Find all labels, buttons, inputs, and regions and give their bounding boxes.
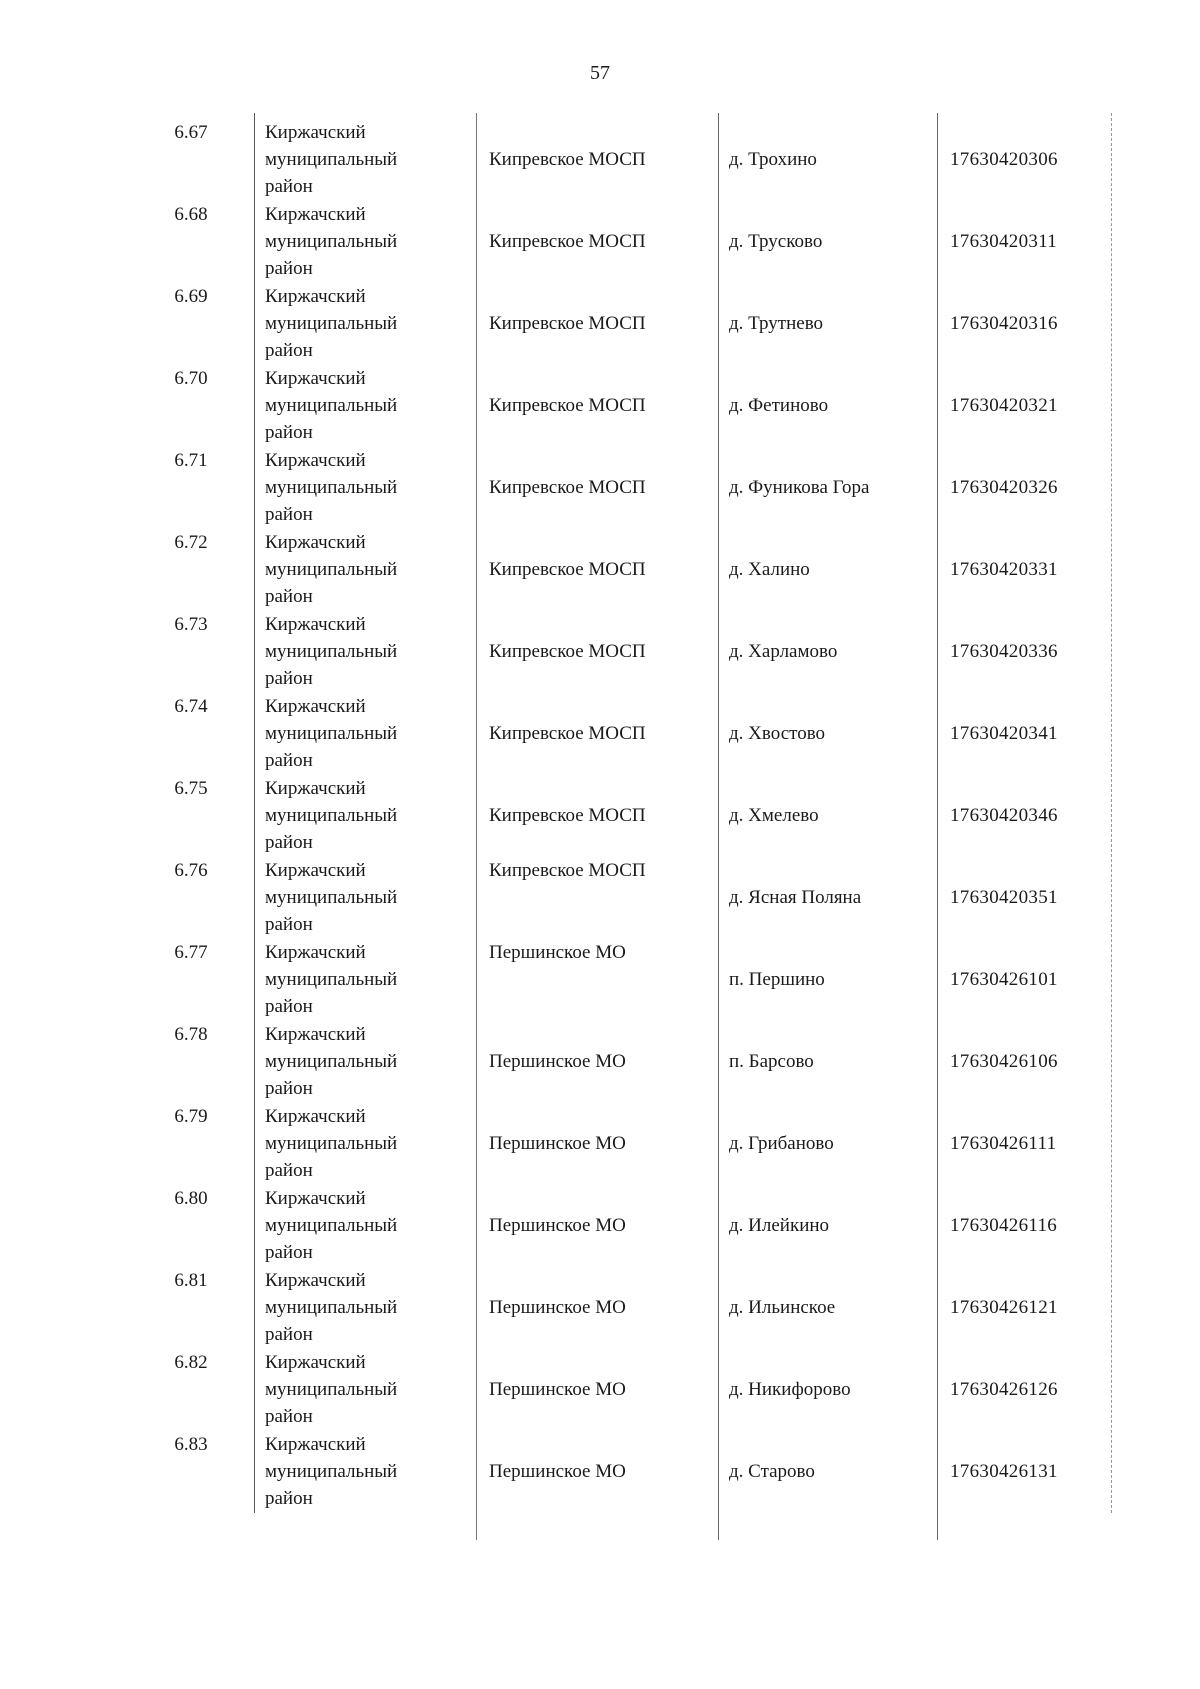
table-row (150, 1425, 1120, 1507)
municipality-cell: Першинское МО (476, 1343, 719, 1458)
locality-cell: д. Старово (718, 1425, 954, 1540)
settlements-table (150, 113, 1120, 1507)
municipality-cell: Кипревское МОСП (476, 523, 719, 638)
row-number: 6.73 (174, 614, 208, 635)
oktmo-code-cell: 17630426116 (937, 1179, 1120, 1294)
row-number: 6.77 (174, 942, 208, 963)
district-cell (254, 933, 475, 1021)
table-row (150, 359, 1120, 441)
district-line: муниципальный (265, 559, 398, 580)
table-row (150, 523, 1120, 605)
district-line: Киржачский (265, 942, 366, 963)
oktmo-code-cell: 17630420341 (937, 687, 1120, 802)
district-line: Киржачский (265, 1024, 366, 1045)
district-line: район (265, 258, 313, 279)
oktmo-code-cell: 17630420331 (937, 523, 1120, 638)
municipality-cell: Кипревское МОСП (476, 441, 719, 556)
district-line: Киржачский (265, 286, 366, 307)
district-line: Киржачский (265, 532, 366, 553)
row-number: 6.67 (174, 122, 208, 143)
oktmo-code-cell: 17630426111 (937, 1097, 1120, 1212)
row-number: 6.69 (174, 286, 208, 307)
oktmo-code-cell: 17630420346 (937, 769, 1120, 884)
municipality-cell: Першинское МО (476, 1261, 719, 1376)
locality-cell: д. Никифорово (718, 1343, 954, 1458)
district-line: Киржачский (265, 368, 366, 389)
oktmo-code-cell: 17630426101 (937, 933, 1120, 1048)
oktmo-code-cell: 17630426131 (937, 1425, 1120, 1540)
row-number: 6.70 (174, 368, 208, 389)
locality-cell: д. Трохино (718, 113, 954, 228)
locality-cell: п. Першино (718, 933, 954, 1048)
district-cell (254, 1261, 475, 1349)
locality-cell: д. Халино (718, 523, 954, 638)
district-line: район (265, 914, 313, 935)
table-row (150, 195, 1120, 277)
district-line: муниципальный (265, 149, 398, 170)
page-number: 57 (590, 62, 610, 84)
municipality-cell: Кипревское МОСП (476, 359, 719, 474)
district-line: муниципальный (265, 231, 398, 252)
row-number: 6.81 (174, 1270, 208, 1291)
locality-cell: д. Трутнево (718, 277, 954, 392)
district-line: район (265, 996, 313, 1017)
district-line: район (265, 504, 313, 525)
oktmo-code-cell: 17630426121 (937, 1261, 1120, 1376)
district-cell (254, 359, 475, 447)
table-row (150, 1097, 1120, 1179)
oktmo-code-cell: 17630420306 (937, 113, 1120, 228)
district-line: муниципальный (265, 1379, 398, 1400)
municipality-cell: Кипревское МОСП (476, 687, 719, 802)
municipality-cell: Кипревское МОСП (476, 605, 719, 720)
row-number: 6.78 (174, 1024, 208, 1045)
table-row (150, 441, 1120, 523)
district-line: Киржачский (265, 696, 366, 717)
table-row (150, 277, 1120, 359)
district-line: Киржачский (265, 614, 366, 635)
district-line: Киржачский (265, 1352, 366, 1373)
district-line: район (265, 1160, 313, 1181)
district-line: Киржачский (265, 1188, 366, 1209)
municipality-cell: Кипревское МОСП (476, 277, 719, 392)
district-line: Киржачский (265, 1106, 366, 1127)
district-line: муниципальный (265, 1297, 398, 1318)
oktmo-code-cell: 17630420326 (937, 441, 1120, 556)
district-cell (254, 1097, 475, 1185)
district-cell (254, 277, 475, 365)
district-line: район (265, 1488, 313, 1509)
district-cell (254, 195, 475, 283)
district-cell (254, 605, 475, 693)
district-line: муниципальный (265, 1133, 398, 1154)
row-number: 6.80 (174, 1188, 208, 1209)
row-number: 6.82 (174, 1352, 208, 1373)
locality-cell: д. Илейкино (718, 1179, 954, 1294)
district-cell (254, 523, 475, 611)
municipality-cell: Кипревское МОСП (476, 195, 719, 310)
locality-cell: д. Трусково (718, 195, 954, 310)
oktmo-code-cell: 17630420351 (937, 851, 1120, 966)
district-line: район (265, 832, 313, 853)
district-line: Киржачский (265, 450, 366, 471)
district-line: муниципальный (265, 723, 398, 744)
district-line: муниципальный (265, 395, 398, 416)
district-line: район (265, 1242, 313, 1263)
district-line: Киржачский (265, 204, 366, 225)
row-number: 6.71 (174, 450, 208, 471)
district-line: район (265, 750, 313, 771)
district-line: Киржачский (265, 1270, 366, 1291)
locality-cell: д. Хмелево (718, 769, 954, 884)
district-line: Киржачский (265, 122, 366, 143)
oktmo-code-cell: 17630426126 (937, 1343, 1120, 1458)
locality-cell: п. Барсово (718, 1015, 954, 1130)
oktmo-code-cell: 17630420311 (937, 195, 1120, 310)
district-cell (254, 851, 475, 939)
district-line: муниципальный (265, 887, 398, 908)
district-line: Киржачский (265, 860, 366, 881)
municipality-cell: Першинское МО (476, 1097, 719, 1212)
locality-cell: д. Грибаново (718, 1097, 954, 1212)
district-line: муниципальный (265, 1051, 398, 1072)
district-line: район (265, 340, 313, 361)
row-number: 6.68 (174, 204, 208, 225)
district-line: муниципальный (265, 969, 398, 990)
district-line: район (265, 586, 313, 607)
oktmo-code-cell: 17630420321 (937, 359, 1120, 474)
district-line: муниципальный (265, 1215, 398, 1236)
district-line: район (265, 1406, 313, 1427)
district-line: муниципальный (265, 477, 398, 498)
district-line: Киржачский (265, 1434, 366, 1455)
district-line: Киржачский (265, 778, 366, 799)
municipality-cell: Першинское МО (476, 1015, 719, 1130)
municipality-cell: Першинское МО (476, 1179, 719, 1294)
table-row (150, 1015, 1120, 1097)
district-cell (254, 441, 475, 529)
district-line: муниципальный (265, 1461, 398, 1482)
district-line: муниципальный (265, 313, 398, 334)
district-cell (254, 1343, 475, 1431)
table-row (150, 933, 1120, 1015)
district-cell (254, 1179, 475, 1267)
district-line: район (265, 422, 313, 443)
table-row (150, 1343, 1120, 1425)
district-line: муниципальный (265, 805, 398, 826)
table-row (150, 113, 1120, 195)
municipality-cell: Першинское МО (476, 1425, 719, 1540)
oktmo-code-cell: 17630426106 (937, 1015, 1120, 1130)
municipality-cell: Кипревское МОСП (476, 769, 719, 884)
district-cell (254, 687, 475, 775)
municipality-cell: Кипревское МОСП (476, 113, 719, 228)
district-cell (254, 1425, 475, 1513)
district-cell (254, 113, 475, 201)
district-line: район (265, 1324, 313, 1345)
district-line: район (265, 1078, 313, 1099)
scan-border-line (1111, 113, 1113, 1513)
table-row (150, 605, 1120, 687)
district-line: муниципальный (265, 641, 398, 662)
row-number: 6.74 (174, 696, 208, 717)
row-number: 6.72 (174, 532, 208, 553)
locality-cell: д. Фетиново (718, 359, 954, 474)
locality-cell: д. Фуникова Гора (718, 441, 954, 556)
table-row (150, 687, 1120, 769)
district-cell (254, 769, 475, 857)
locality-cell: д. Ясная Поляна (718, 851, 954, 966)
municipality-cell: Першинское МО (476, 933, 719, 1021)
table-row (150, 1179, 1120, 1261)
row-number: 6.76 (174, 860, 208, 881)
row-number: 6.79 (174, 1106, 208, 1127)
table-row (150, 769, 1120, 851)
district-line: район (265, 668, 313, 689)
row-number: 6.83 (174, 1434, 208, 1455)
municipality-cell: Кипревское МОСП (476, 851, 719, 939)
row-number: 6.75 (174, 778, 208, 799)
district-cell (254, 1015, 475, 1103)
locality-cell: д. Хвостово (718, 687, 954, 802)
table-row (150, 851, 1120, 933)
table-row (150, 1261, 1120, 1343)
district-line: район (265, 176, 313, 197)
oktmo-code-cell: 17630420316 (937, 277, 1120, 392)
oktmo-code-cell: 17630420336 (937, 605, 1120, 720)
locality-cell: д. Ильинское (718, 1261, 954, 1376)
locality-cell: д. Харламово (718, 605, 954, 720)
